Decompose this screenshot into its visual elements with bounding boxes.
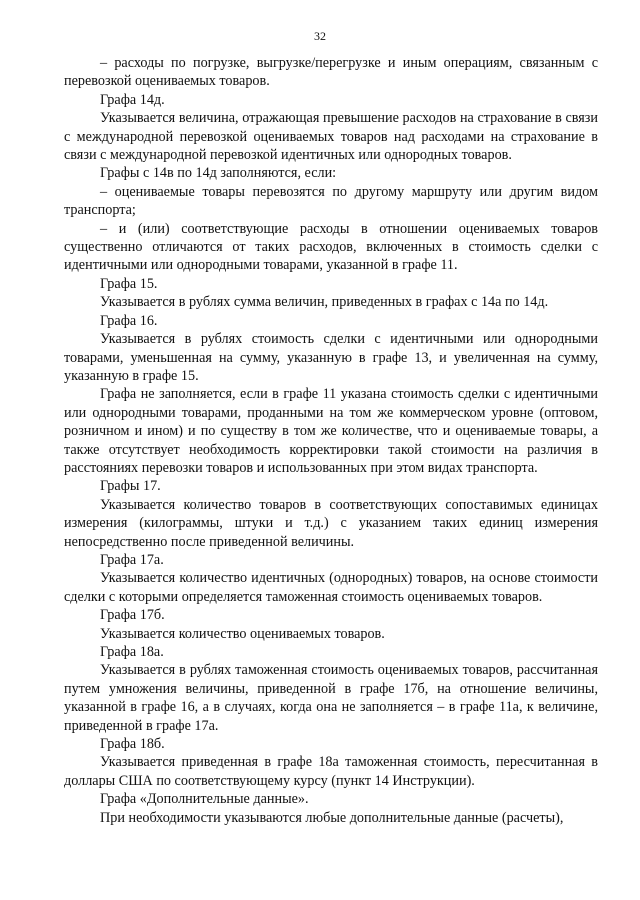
- paragraph: Указывается количество оцениваемых товаров.: [100, 625, 385, 642]
- section-heading: Графа 18а.: [100, 644, 164, 660]
- paragraph: Указывается количество товаров в соответствующих сопоставимых единицах измерения (килограммы, штуки и т.д.) с указанием таких единиц измерения непосредственно после приведенной величины.: [64, 496, 598, 550]
- page-number: 32: [314, 29, 326, 43]
- paragraph: – оцениваемые товары перевозятся по другому маршруту или другим видом транспорта;: [64, 183, 598, 219]
- document-body: [64, 54, 598, 827]
- paragraph: При необходимости указываются любые дополнительные данные (расчеты),: [100, 809, 564, 826]
- section-heading: Графа «Дополнительные данные».: [100, 791, 309, 808]
- paragraph: Графа не заполняется, если в графе 11 указана стоимость сделки с идентичными или однородными товарами, проданными на том же коммерческом уровне (оптовом, розничном и ином) и по существу в том же количестве, что и оцениваемые товары, а также отсутствует необходимость корректировки такой стоимости на различия в расстояниях перевозки товаров и использованных при этом видах транспорта.: [64, 386, 598, 476]
- paragraph: Указывается величина, отражающая превышение расходов на страхование в связи с международной перевозкой оцениваемых товаров над расходами на страхование в связи с международной перевозкой идентичных или однородных товаров.: [64, 110, 598, 164]
- section-heading: Графа 17б.: [100, 607, 165, 624]
- paragraph: Указывается приведенная в графе 18а таможенная стоимость, пересчитанная в доллары США по соответствующему курсу (пункт 14 Инструкции).: [64, 754, 598, 789]
- paragraph: Указывается в рублях таможенная стоимость оцениваемых товаров, рассчитанная путем умножения величины, приведенной в графе 17б, на отношение величины, указанной в графе 16, а в случаях, когда она не заполняется – в графе 11а, к величине, приведенной в графе 17а.: [64, 662, 598, 734]
- section-heading: Графа 18б.: [100, 736, 165, 753]
- section-heading: Графа 16.: [100, 312, 158, 329]
- paragraph: Указывается количество идентичных (однородных) товаров, на основе стоимости сделки с которыми определяется таможенная стоимость оцениваемых товаров.: [64, 570, 598, 605]
- paragraph: Указывается в рублях сумма величин, приведенных в графах с 14а по 14д.: [100, 294, 549, 311]
- paragraph: – расходы по погрузке, выгрузке/перегрузке и иным операциям, связанным с перевозкой оцениваемых товаров.: [64, 55, 598, 90]
- section-heading: Графа 14д.: [100, 91, 165, 108]
- section-heading: Графа 17а.: [100, 551, 164, 568]
- section-heading: Графы с 14в по 14д заполняются, если:: [100, 165, 337, 182]
- section-heading: Графы 17.: [100, 478, 161, 495]
- paragraph: Указывается в рублях стоимость сделки с идентичными или однородными товарами, уменьшенная на сумму, указанную в графе 13, и увеличенная на сумму, указанную в графе 15.: [64, 331, 598, 384]
- section-heading: Графа 15.: [100, 275, 158, 292]
- paragraph: – и (или) соответствующие расходы в отношении оцениваемых товаров существенно отличаются от таких расходов, включенных в стоимость сделки с идентичными или однородными товарами, указанной в графе 11.: [64, 220, 598, 274]
